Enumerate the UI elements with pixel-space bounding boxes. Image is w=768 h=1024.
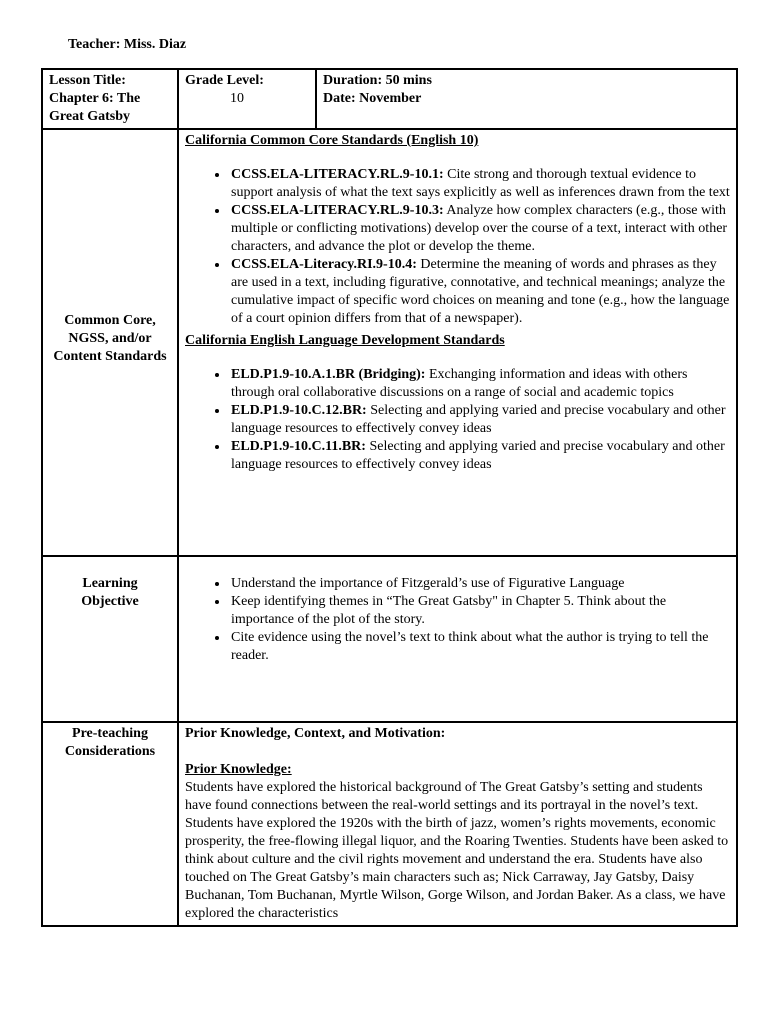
- teacher-name: Teacher: Miss. Diaz: [68, 37, 187, 52]
- cc-standards-list: [185, 166, 730, 328]
- header-row: [42, 69, 737, 129]
- duration-cell: [316, 69, 737, 129]
- grade-level-value: 10: [230, 91, 244, 106]
- objective-item: • Cite evidence using the novel’s text to think about what the author is trying to tell the reader.: [229, 629, 730, 665]
- preteaching-row: [42, 722, 737, 926]
- lesson-plan-table: [41, 68, 738, 927]
- objective-content: [178, 556, 737, 722]
- grade-level-cell: [178, 69, 316, 129]
- cc-standards-heading: California Common Core Standards (English 10): [185, 133, 479, 148]
- prior-knowledge-heading: Prior Knowledge:: [185, 762, 292, 777]
- cc-standard-item: • CCSS.ELA-Literacy.RI.9-10.4: Determine the meaning of words and phrases as they are used in a text, including figurative, connotative, and technical meanings; analyze the cumulative impact of specific word choices on meaning and tone (e.g., how the language of a court opinion differs from that of a newspaper).: [229, 256, 730, 328]
- objective-item: • Understand the importance of Fitzgerald’s use of Figurative Language: [229, 575, 730, 593]
- preteaching-label: Pre-teaching Considerations: [42, 722, 178, 926]
- lesson-title: Chapter 6: The Great Gatsby: [49, 91, 141, 124]
- eld-standards-heading: California English Language Development Standards: [185, 333, 505, 348]
- date: Date: November: [323, 91, 422, 106]
- duration: Duration: 50 mins: [323, 73, 432, 88]
- grade-level-label: Grade Level:: [185, 73, 264, 88]
- eld-standard-item: • ELD.P1.9-10.C.11.BR: Selecting and applying varied and precise vocabulary and other language resources to effectively convey ideas: [229, 438, 730, 474]
- objective-row: [42, 556, 737, 722]
- cc-standard-item: • CCSS.ELA-LITERACY.RL.9-10.3: Analyze how complex characters (e.g., those with multiple or conflicting motivations) develop over the course of a text, interact with other characters, and advance the plot or develop the theme.: [229, 202, 730, 256]
- standards-label: Common Core, NGSS, and/or Content Standards: [42, 129, 178, 556]
- lesson-title-cell: [42, 69, 178, 129]
- lesson-title-label: Lesson Title:: [49, 73, 126, 88]
- preteaching-heading: Prior Knowledge, Context, and Motivation:: [185, 726, 446, 741]
- eld-standard-item: • ELD.P1.9-10.C.12.BR: Selecting and applying varied and precise vocabulary and other language resources to effectively convey ideas: [229, 402, 730, 438]
- objective-label: Learning Objective: [42, 556, 178, 722]
- eld-standards-list: [185, 366, 730, 474]
- cc-standard-item: • CCSS.ELA-LITERACY.RL.9-10.1: Cite strong and thorough textual evidence to support analysis of what the text says explicitly as well as inferences drawn from the text: [229, 166, 730, 202]
- objective-item: • Keep identifying themes in “The Great Gatsby" in Chapter 5. Think about the importance of the plot of the story.: [229, 593, 730, 629]
- objective-list: [185, 575, 730, 665]
- standards-content: [178, 129, 737, 556]
- standards-row: [42, 129, 737, 556]
- preteaching-content: [178, 722, 737, 926]
- eld-standard-item: • ELD.P1.9-10.A.1.BR (Bridging): Exchanging information and ideas with others through oral collaborative discussions on a range of social and academic topics: [229, 366, 730, 402]
- prior-knowledge-body: Students have explored the historical background of The Great Gatsby’s setting and students have found connections between the real-world settings and its portrayal in the novel’s text. Students have explored the 1920s with the birth of jazz, women’s rights movements, economic prosperity, the free-flowing illegal liquor, and the Roaring Twenties. Students have been asked to think about culture and the civil rights movement and understand the era. Students have also touched on The Great Gatsby’s main characters such as; Nick Carraway, Jay Gatsby, Daisy Buchanan, Tom Buchanan, Myrtle Wilson, Gorge Wilson, and Jordan Baker. As a class, we have explored the characteristics: [185, 780, 729, 921]
